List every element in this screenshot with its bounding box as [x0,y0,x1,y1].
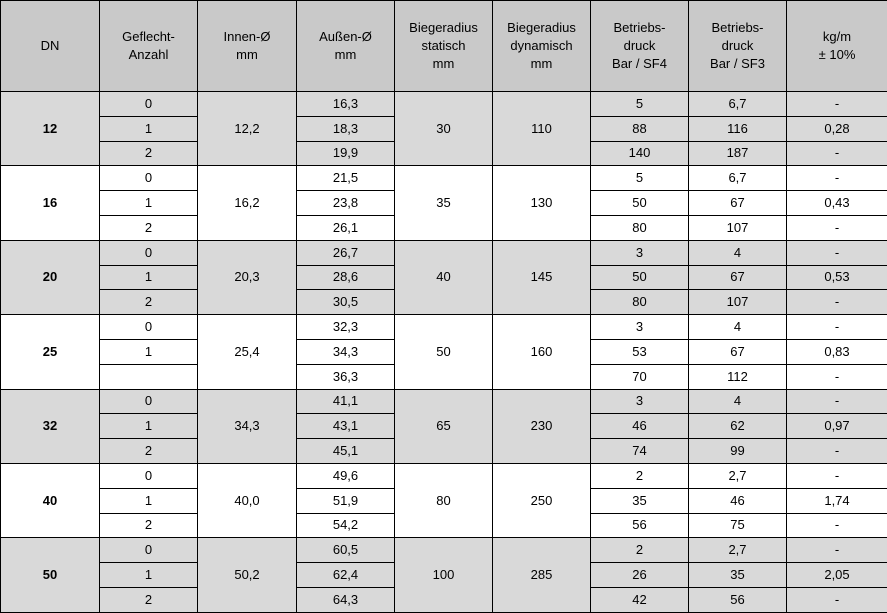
aussen-cell: 34,3 [297,339,395,364]
biegeradius-dynamisch-cell: 145 [493,240,591,314]
geflecht-cell: 0 [100,166,198,191]
dn-cell: 12 [1,92,100,166]
kgm-cell: - [787,166,887,191]
aussen-cell: 18,3 [297,116,395,141]
aussen-cell: 60,5 [297,538,395,563]
header-text: Bar / SF3 [710,56,765,71]
kgm-cell: - [787,240,887,265]
innen-cell: 40,0 [198,463,297,537]
druck-sf3-cell: 116 [689,116,787,141]
header-text: Anzahl [129,47,169,62]
kgm-cell: - [787,215,887,240]
aussen-cell: 26,7 [297,240,395,265]
biegeradius-statisch-cell: 65 [395,389,493,463]
druck-sf3-cell: 4 [689,240,787,265]
druck-sf4-cell: 26 [591,563,689,588]
druck-sf4-cell: 5 [591,166,689,191]
druck-sf4-cell: 35 [591,488,689,513]
innen-cell: 12,2 [198,92,297,166]
table-body [1,92,887,613]
kgm-cell: 0,97 [787,414,887,439]
kgm-cell: - [787,389,887,414]
column-header [1,1,100,92]
table-row [1,315,887,340]
druck-sf3-cell: 46 [689,488,787,513]
table-row [1,538,887,563]
druck-sf4-cell: 3 [591,240,689,265]
header-text: druck [624,38,656,53]
header-text: Betriebs- [711,20,763,35]
geflecht-cell: 1 [100,414,198,439]
aussen-cell: 43,1 [297,414,395,439]
druck-sf4-cell: 70 [591,364,689,389]
druck-sf4-cell: 2 [591,538,689,563]
column-header [689,1,787,92]
header-text: mm [236,47,258,62]
header-text: Bar / SF4 [612,56,667,71]
header-text: dynamisch [510,38,572,53]
column-header [395,1,493,92]
druck-sf4-cell: 88 [591,116,689,141]
dn-cell: 40 [1,463,100,537]
header-text: Biegeradius [507,20,576,35]
druck-sf3-cell: 2,7 [689,538,787,563]
header-text: mm [531,56,553,71]
druck-sf4-cell: 2 [591,463,689,488]
druck-sf4-cell: 56 [591,513,689,538]
druck-sf4-cell: 5 [591,92,689,117]
kgm-cell: - [787,315,887,340]
biegeradius-statisch-cell: 40 [395,240,493,314]
kgm-cell: 0,53 [787,265,887,290]
druck-sf3-cell: 187 [689,141,787,166]
kgm-cell: - [787,439,887,464]
table-row [1,389,887,414]
column-header [493,1,591,92]
innen-cell: 20,3 [198,240,297,314]
table-row [1,166,887,191]
biegeradius-dynamisch-cell: 250 [493,463,591,537]
aussen-cell: 30,5 [297,290,395,315]
header-text: DN [41,38,60,53]
geflecht-cell: 2 [100,290,198,315]
druck-sf3-cell: 75 [689,513,787,538]
biegeradius-dynamisch-cell: 110 [493,92,591,166]
innen-cell: 50,2 [198,538,297,612]
geflecht-cell [100,364,198,389]
column-header [198,1,297,92]
geflecht-cell: 0 [100,92,198,117]
innen-cell: 25,4 [198,315,297,389]
kgm-cell: 1,74 [787,488,887,513]
aussen-cell: 21,5 [297,166,395,191]
header-text: ± 10% [819,47,856,62]
druck-sf3-cell: 67 [689,265,787,290]
druck-sf3-cell: 112 [689,364,787,389]
aussen-cell: 49,6 [297,463,395,488]
aussen-cell: 32,3 [297,315,395,340]
biegeradius-dynamisch-cell: 285 [493,538,591,612]
druck-sf3-cell: 6,7 [689,92,787,117]
biegeradius-statisch-cell: 80 [395,463,493,537]
header-row [1,1,887,92]
aussen-cell: 64,3 [297,587,395,612]
aussen-cell: 28,6 [297,265,395,290]
kgm-cell: - [787,141,887,166]
column-header [591,1,689,92]
aussen-cell: 36,3 [297,364,395,389]
header-text: mm [335,47,357,62]
header-text: Außen-Ø [319,29,372,44]
aussen-cell: 54,2 [297,513,395,538]
geflecht-cell: 2 [100,439,198,464]
biegeradius-dynamisch-cell: 230 [493,389,591,463]
header-text: Biegeradius [409,20,478,35]
druck-sf4-cell: 53 [591,339,689,364]
druck-sf3-cell: 107 [689,215,787,240]
table-row [1,463,887,488]
biegeradius-statisch-cell: 50 [395,315,493,389]
header-text: Geflecht- [122,29,175,44]
innen-cell: 34,3 [198,389,297,463]
innen-cell: 16,2 [198,166,297,240]
table-row [1,240,887,265]
column-header [297,1,395,92]
kgm-cell: - [787,463,887,488]
druck-sf4-cell: 46 [591,414,689,439]
header-text: Innen-Ø [224,29,271,44]
table-row [1,92,887,117]
geflecht-cell: 2 [100,513,198,538]
druck-sf3-cell: 67 [689,191,787,216]
druck-sf3-cell: 99 [689,439,787,464]
aussen-cell: 16,3 [297,92,395,117]
geflecht-cell: 2 [100,215,198,240]
druck-sf3-cell: 56 [689,587,787,612]
aussen-cell: 23,8 [297,191,395,216]
biegeradius-dynamisch-cell: 130 [493,166,591,240]
aussen-cell: 41,1 [297,389,395,414]
aussen-cell: 51,9 [297,488,395,513]
druck-sf3-cell: 4 [689,389,787,414]
druck-sf3-cell: 107 [689,290,787,315]
geflecht-cell: 0 [100,463,198,488]
biegeradius-statisch-cell: 30 [395,92,493,166]
geflecht-cell: 1 [100,488,198,513]
biegeradius-statisch-cell: 100 [395,538,493,612]
druck-sf3-cell: 4 [689,315,787,340]
dn-cell: 32 [1,389,100,463]
kgm-cell: - [787,290,887,315]
druck-sf4-cell: 50 [591,265,689,290]
header-text: statisch [421,38,465,53]
kgm-cell: 0,43 [787,191,887,216]
dn-cell: 50 [1,538,100,612]
druck-sf3-cell: 6,7 [689,166,787,191]
kgm-cell: - [787,92,887,117]
aussen-cell: 26,1 [297,215,395,240]
aussen-cell: 45,1 [297,439,395,464]
druck-sf3-cell: 2,7 [689,463,787,488]
geflecht-cell: 1 [100,265,198,290]
header-text: mm [433,56,455,71]
geflecht-cell: 0 [100,240,198,265]
column-header [787,1,887,92]
druck-sf4-cell: 140 [591,141,689,166]
table-header [1,1,887,92]
geflecht-cell: 0 [100,389,198,414]
biegeradius-statisch-cell: 35 [395,166,493,240]
dn-cell: 25 [1,315,100,389]
kgm-cell: - [787,513,887,538]
geflecht-cell: 1 [100,191,198,216]
dn-cell: 16 [1,166,100,240]
geflecht-cell: 1 [100,116,198,141]
kgm-cell: 2,05 [787,563,887,588]
druck-sf4-cell: 74 [591,439,689,464]
druck-sf4-cell: 50 [591,191,689,216]
kgm-cell: - [787,587,887,612]
dn-cell: 20 [1,240,100,314]
header-text: kg/m [823,29,851,44]
kgm-cell: 0,83 [787,339,887,364]
geflecht-cell: 0 [100,538,198,563]
druck-sf4-cell: 3 [591,315,689,340]
kgm-cell: - [787,538,887,563]
geflecht-cell: 2 [100,587,198,612]
geflecht-cell: 1 [100,339,198,364]
druck-sf3-cell: 62 [689,414,787,439]
druck-sf4-cell: 80 [591,215,689,240]
druck-sf4-cell: 42 [591,587,689,612]
kgm-cell: 0,28 [787,116,887,141]
geflecht-cell: 1 [100,563,198,588]
aussen-cell: 19,9 [297,141,395,166]
header-text: druck [722,38,754,53]
druck-sf4-cell: 80 [591,290,689,315]
geflecht-cell: 0 [100,315,198,340]
druck-sf4-cell: 3 [591,389,689,414]
kgm-cell: - [787,364,887,389]
biegeradius-dynamisch-cell: 160 [493,315,591,389]
druck-sf3-cell: 67 [689,339,787,364]
geflecht-cell: 2 [100,141,198,166]
druck-sf3-cell: 35 [689,563,787,588]
header-text: Betriebs- [613,20,665,35]
column-header [100,1,198,92]
aussen-cell: 62,4 [297,563,395,588]
